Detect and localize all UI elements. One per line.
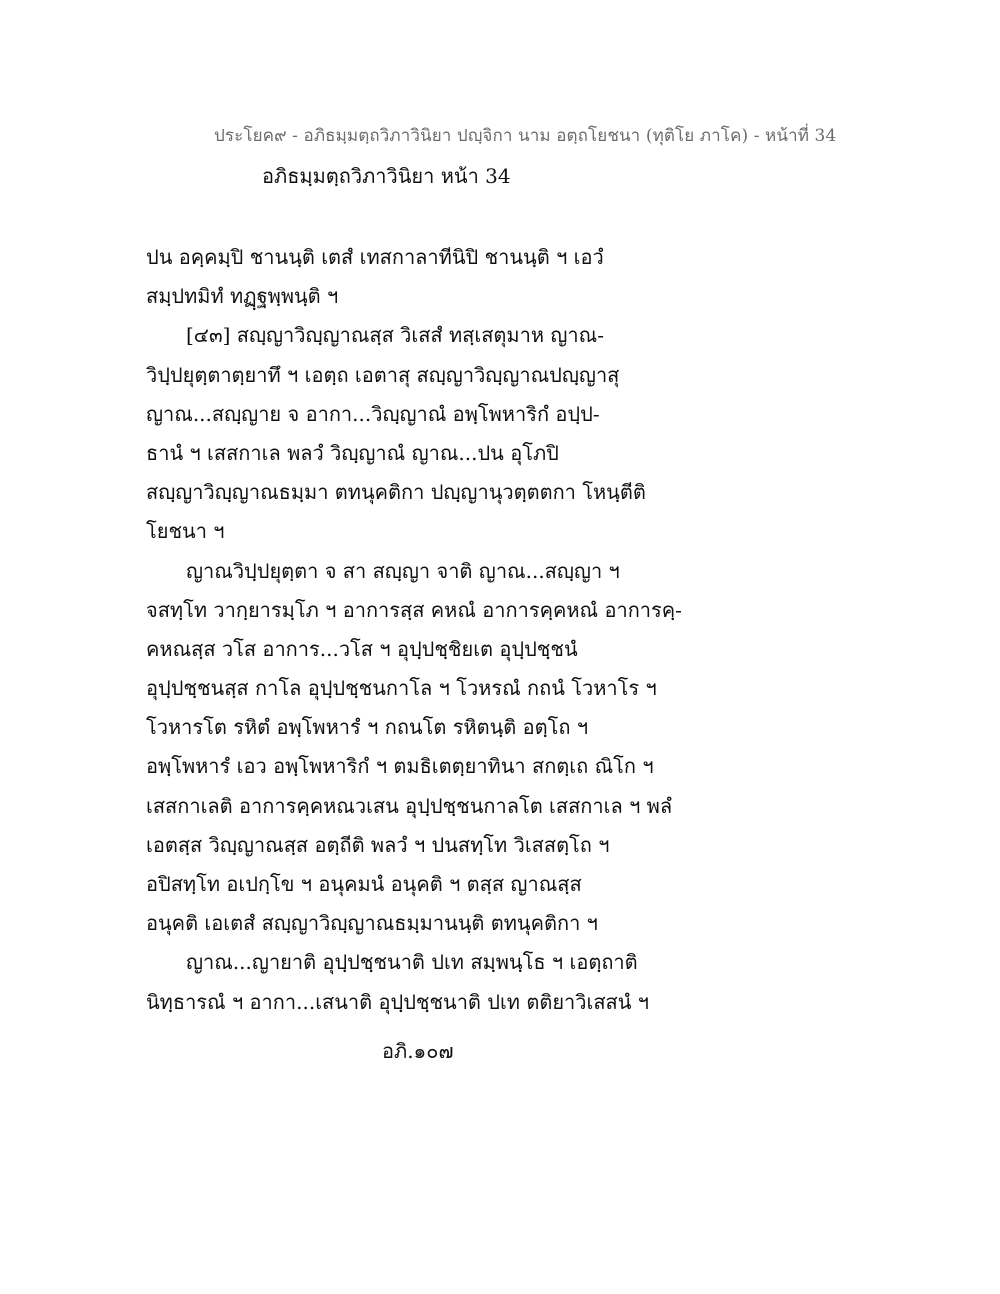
text-line: อปิสทฺโท อเปกฺโข ฯ อนุคมนํ อนุคติ ฯ ตสฺส ญาณสฺส [146,872,582,896]
footer-reference: อภิ.๑๐๗ [382,1039,454,1063]
text-line: เอตสฺส วิญฺญาณสฺส อตฺถีติ พลวํ ฯ ปนสทฺโท วิเสสตฺโถ ฯ [146,832,610,857]
text-line: อพฺโพหารํ เอว อพฺโพหาริกํ ฯ ตมธิเตตฺยาทินา สกตฺเถ ณิโก ฯ [146,754,654,779]
text-line: คหณสฺส วโส อาการ...วโส ฯ อุปฺปชฺชิยเต อุปฺปชฺชนํ [146,636,578,661]
text-line: โวหารโต รหิตํ อพฺโพหารํ ฯ กถนโต รหิตนฺติ อตฺโถ ฯ [146,715,589,740]
text-line: นิทฺธารณํ ฯ อากา...เสนาติ อุปฺปชฺชนาติ ปเท ตติยาวิเสสนํ ฯ [146,989,650,1014]
text-line: ญาณ...สญฺญาย จ อากา...วิญฺญาณํ อพฺโพหาริกํ อปฺป- [146,401,600,426]
text-line: เสสกาเลติ อาการคฺคหณวเสน อุปฺปชฺชนกาลโต เสสกาเล ฯ พลํ [146,793,673,818]
text-line: อนุคติ เอเตสํ สญฺญาวิญฺญาณธมฺมานนฺติ ตทนุคติกา ฯ [146,911,598,936]
running-header: ประโยค๙ - อภิธมฺมตฺถวิภาวินิยา ปญฺจิกา นาม อตฺถโยชนา (ทุติโย ภาโค) - หน้าที่ 34 [214,126,837,146]
text-line: สญฺญาวิญฺญาณธมฺมา ตทนุคติกา ปญฺญานุวตฺตตกา โหนฺตีติ [146,480,646,505]
body-text [146,238,706,1022]
text-line: ญาณวิปฺปยุตฺตา จ สา สญฺญา จาติ ญาณ...สญฺญา ฯ [186,558,620,583]
text-line: วิปฺปยุตฺตาตฺยาทึ ฯ เอตฺถ เอตาสุ สญฺญาวิญฺญาณปญฺญาสุ [146,362,620,387]
text-line: จสทฺโท วากฺยารมฺโภ ฯ อาการสฺส คหณํ อาการคฺคหณํ อาการคฺ- [146,597,682,622]
text-line: ธานํ ฯ เสสกาเล พลวํ วิญฺญาณํ ญาณ...ปน อุโภปิ [146,440,559,465]
text-line: สมฺปทมิทํ ทฏฺฐพฺพนฺติ ฯ [146,284,339,309]
text-line: ปน อคฺคมฺปิ ชานนฺติ เตสํ เทสกาลาทีนิปิ ชานนฺติ ฯ เอวํ [146,245,604,269]
page-title: อภิธมฺมตฺถวิภาวินิยา หน้า 34 [262,164,511,188]
text-line: โยชนา ฯ [146,519,225,544]
text-line: [๔๓] สญฺญาวิญฺญาณสฺส วิเสสํ ทสฺเสตุมาห ญาณ- [186,323,604,348]
text-line: ญาณ...ญายาติ อุปฺปชฺชนาติ ปเท สมฺพนฺโธ ฯ เอตฺถาติ [186,950,638,975]
text-line: อุปฺปชฺชนสฺส กาโล อุปฺปชฺชนกาโล ฯ โวหรณํ กถนํ โวหาโร ฯ [146,676,657,701]
